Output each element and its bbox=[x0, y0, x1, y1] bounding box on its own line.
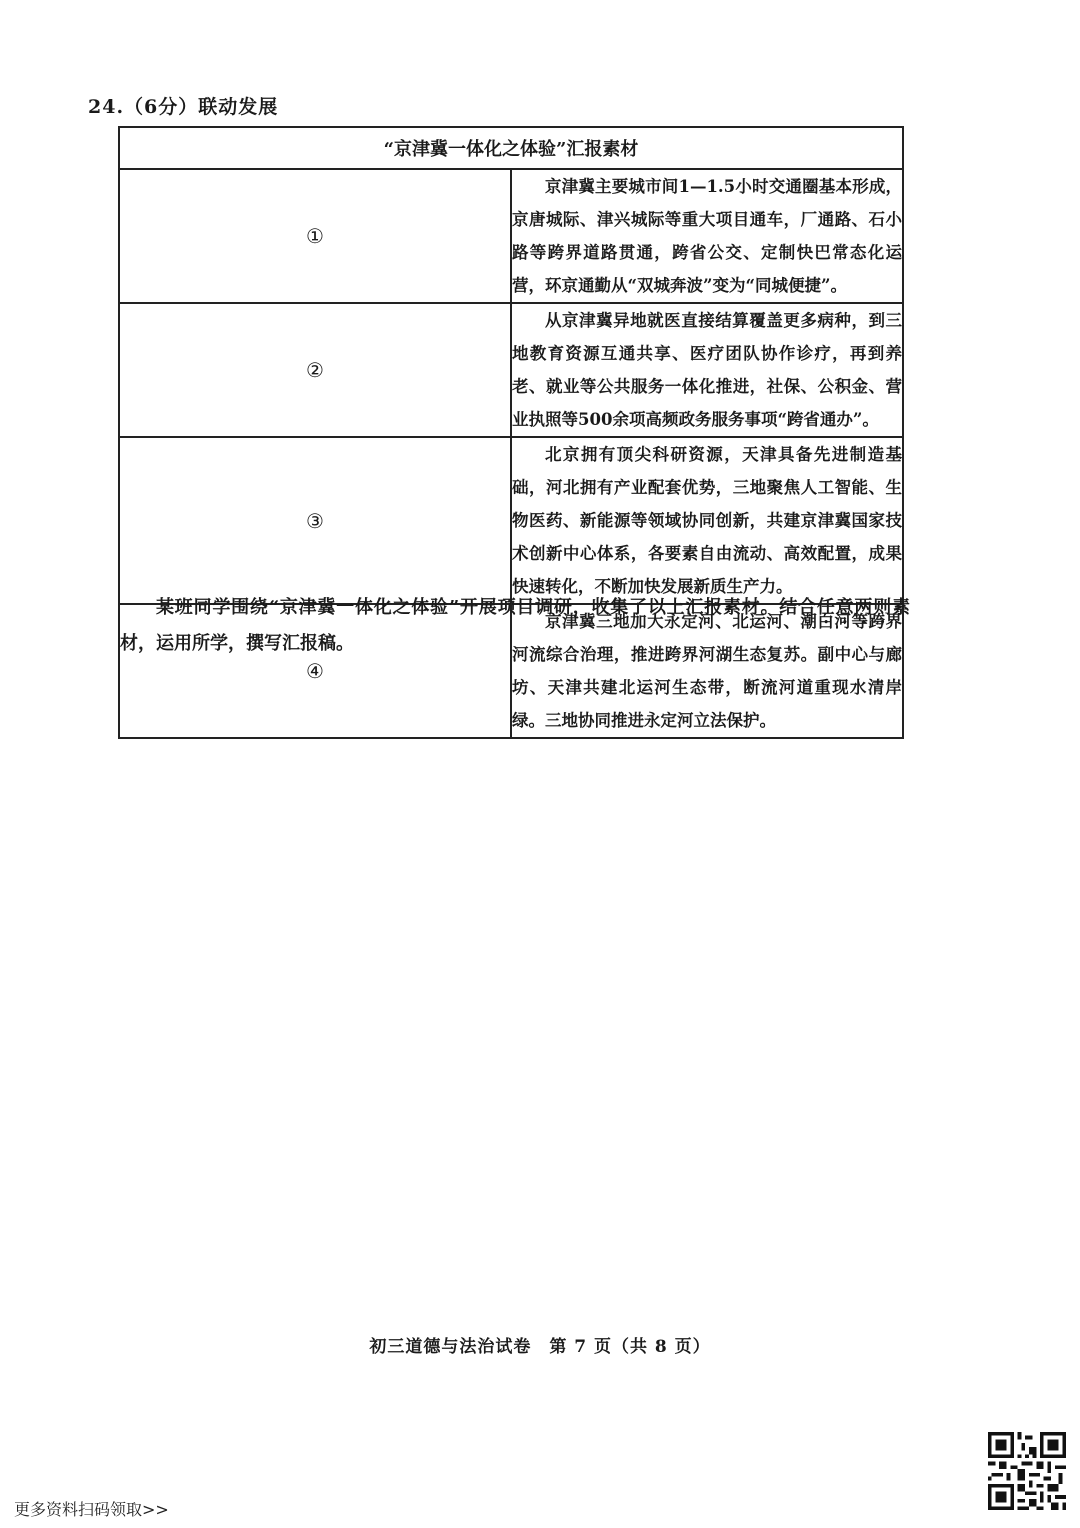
prompt-after: 素材，运用所学，撰写汇报稿。 bbox=[120, 597, 910, 654]
table-row bbox=[119, 437, 903, 604]
table-header-row bbox=[119, 127, 903, 169]
row-text: 北京拥有顶尖科研资源，天津具备先进制造基础，河北拥有产业配套优势，三地聚焦人工智能、生物医药、新能源等领域协同创新，共建京津冀国家技术创新中心体系，各要素自由流动、高效配置，成果快速转化，不断加快发展新质生产力。 bbox=[511, 437, 903, 604]
question-title: 24.（6分）联动发展 bbox=[88, 96, 279, 118]
row-text: 京津冀三地加大永定河、北运河、潮白河等跨界河流综合治理，推进跨界河湖生态复苏。副中心与廊坊、天津共建北运河生态带，断流河道重现水清岸绿。三地协同推进永定河立法保护。 bbox=[511, 604, 903, 738]
question-prompt bbox=[120, 592, 910, 660]
row-text: 从京津冀异地就医直接结算覆盖更多病种，到三地教育资源互通共享、医疗团队协作诊疗，再到养老、就业等公共服务一体化推进，社保、公积金、营业执照等500余项高频政务服务事项“跨省通办”。 bbox=[511, 303, 903, 437]
row-text: 京津冀主要城市间1—1.5小时交通圈基本形成，京唐城际、津兴城际等重大项目通车，厂通路、石小路等跨界道路贯通，跨省公交、定制快巴常态化运营，环京通勤从“双城奔波”变为“同城便捷”。 bbox=[511, 169, 903, 303]
qr-code-icon[interactable] bbox=[988, 1432, 1066, 1510]
page-footer: 初三道德与法治试卷 第 7 页（共 8 页） bbox=[369, 1337, 711, 1357]
prompt-emphasis: 任意两则 bbox=[816, 597, 892, 618]
row-number: ④ bbox=[119, 604, 511, 738]
row-number: ③ bbox=[119, 437, 511, 604]
table-header: “京津冀一体化之体验”汇报素材 bbox=[119, 127, 903, 169]
table-row bbox=[119, 169, 903, 303]
more-resources-link[interactable]: 更多资料扫码领取>> bbox=[14, 1500, 169, 1519]
table-row bbox=[119, 303, 903, 437]
prompt-before: 某班同学围绕“京津冀一体化之体验”开展项目调研，收集了以上汇报素材。结合 bbox=[156, 597, 817, 618]
row-number: ② bbox=[119, 303, 511, 437]
row-number: ① bbox=[119, 169, 511, 303]
